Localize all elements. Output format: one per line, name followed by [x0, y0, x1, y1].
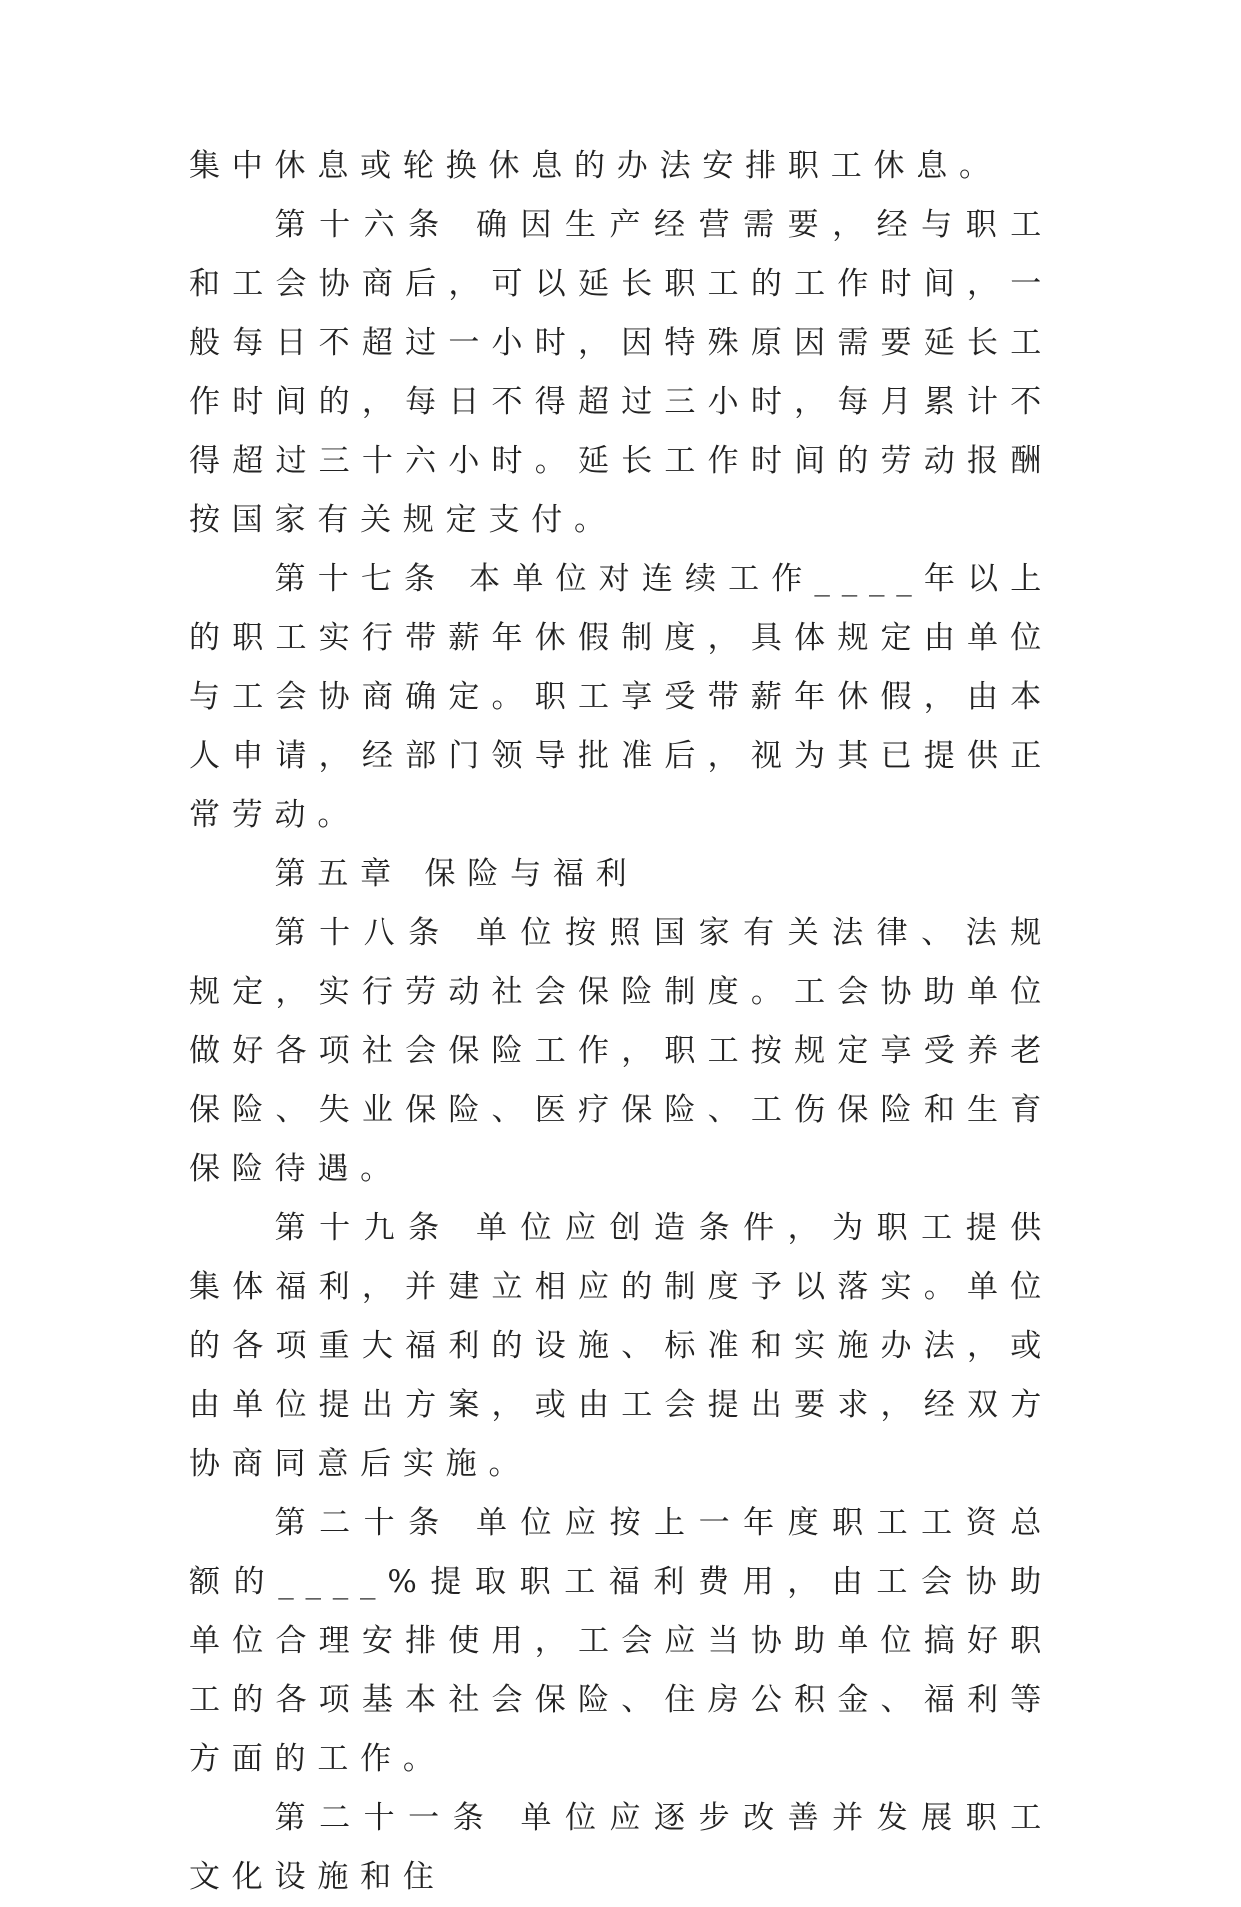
chapter-5-heading: 第五章 保险与福利 — [274, 856, 639, 892]
paragraph-article-16: 第十六条 确因生产经营需要，经与职工和工会协商后，可以延长职工的工作时间，一般每日不超过一小时，因特殊原因需要延长工作时间的，每日不得超过三小时，每月累计不得超过三十六小时。延长工作时间的劳动报酬按国家有关规定支付。 — [189, 207, 1053, 538]
paragraph-article-21: 第二十一条 单位应逐步改善并发展职工文化设施和住 — [189, 1800, 1053, 1895]
paragraph-article-19: 第十九条 单位应创造条件，为职工提供集体福利，并建立相应的制度予以落实。单位的各项重大福利的设施、标准和实施办法，或由单位提出方案，或由工会提出要求，经双方协商同意后实施。 — [189, 1210, 1053, 1482]
document-page — [189, 137, 1053, 1907]
paragraph-rest-continuation: 集中休息或轮换休息的办法安排职工休息。 — [189, 148, 1002, 184]
paragraph-article-18: 第十八条 单位按照国家有关法律、法规规定，实行劳动社会保险制度。工会协助单位做好各项社会保险工作，职工按规定享受养老保险、失业保险、医疗保险、工伤保险和生育保险待遇。 — [189, 915, 1053, 1187]
paragraph-article-20: 第二十条 单位应按上一年度职工工资总额的____%提取职工福利费用，由工会协助单位合理安排使用，工会应当协助单位搞好职工的各项基本社会保险、住房公积金、福利等方面的工作。 — [189, 1505, 1053, 1777]
paragraph-article-17: 第十七条 本单位对连续工作____年以上的职工实行带薪年休假制度，具体规定由单位与工会协商确定。职工享受带薪年休假，由本人申请，经部门领导批准后，视为其已提供正常劳动。 — [189, 561, 1053, 833]
